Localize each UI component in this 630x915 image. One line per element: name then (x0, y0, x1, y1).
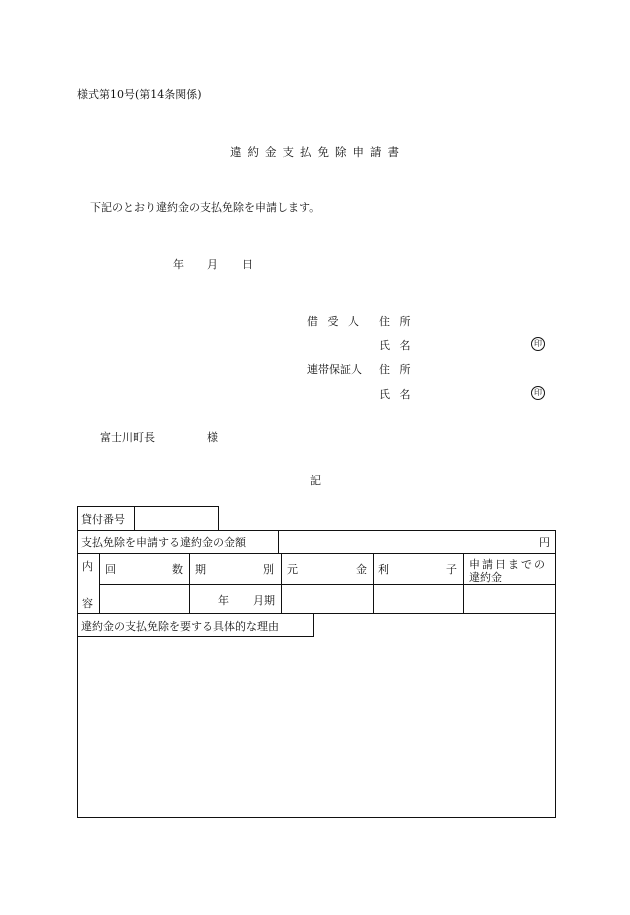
borrower-name-label: 氏 名 (379, 339, 414, 352)
period-month-label: 月期 (253, 594, 275, 607)
ki-label: 記 (310, 474, 321, 487)
col-kibetsu-header: 期 別 (195, 563, 274, 576)
intro-text: 下記のとおり違約金の支払免除を申請します。 (90, 201, 321, 214)
guarantor-name-label: 氏 名 (379, 388, 414, 401)
reason-textarea[interactable] (79, 638, 553, 815)
borrower-address-label: 住 所 (379, 315, 414, 328)
page-title: 違約金支払免除申請書 (230, 145, 405, 159)
period-year-label: 年 (218, 594, 229, 607)
col-penalty-header-line2: 違約金 (469, 571, 502, 584)
guarantor-address-label: 住 所 (379, 363, 414, 376)
borrower-role-label: 借 受 人 (307, 315, 362, 328)
addressee-suffix: 様 (207, 431, 218, 444)
col-gankin-header: 元 金 (287, 563, 367, 576)
reason-label: 違約金の支払免除を要する具体的な理由 (81, 620, 279, 633)
exemption-amount-field[interactable] (281, 532, 531, 552)
form-number: 様式第10号(第14条関係) (77, 88, 202, 101)
exemption-amount-label: 支払免除を申請する違約金の金額 (81, 536, 246, 549)
guarantor-seal-icon: 印 (531, 386, 545, 400)
naiyou-label-top: 内 (82, 560, 93, 573)
naiyou-label-bottom: 容 (82, 597, 93, 610)
borrower-seal-icon: 印 (531, 337, 545, 351)
col-risoku-header: 利 子 (378, 563, 457, 576)
loan-number-field[interactable] (136, 508, 216, 528)
date-day-label: 日 (242, 258, 253, 271)
yen-unit: 円 (539, 536, 550, 549)
date-year-label: 年 (173, 258, 184, 271)
col-penalty-header-line1: 申請日までの (469, 558, 547, 571)
addressee-name: 富士川町長 (100, 431, 155, 444)
date-month-label: 月 (207, 258, 218, 271)
guarantor-role-label: 連帯保証人 (307, 363, 362, 376)
col-kai-header: 回 数 (105, 563, 183, 576)
loan-number-label: 貸付番号 (81, 513, 125, 526)
